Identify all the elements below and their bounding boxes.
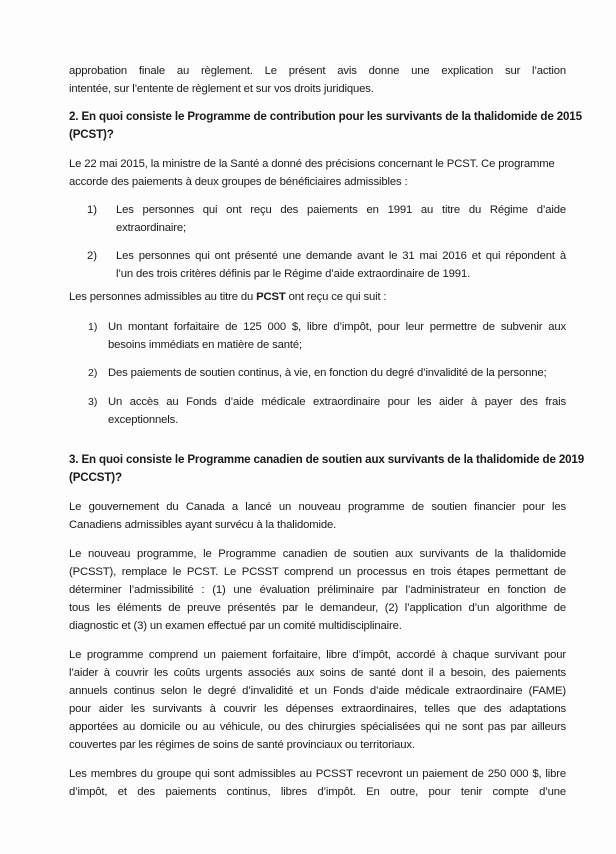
list-number: 2): [87, 250, 98, 262]
text-line: Des paiements de soutien continus, à vie, en fonction du degré d’invalidité de la personne;: [108, 367, 547, 379]
text-line: apportées au domicile ou au véhicule, ou des chirurgies spécialisées qui ne sont pas par ailleurs: [69, 721, 566, 733]
text-line: diagnostic et (3) un examen effectué par un comité multidisciplinaire.: [69, 620, 402, 632]
text-line: Un montant forfaitaire de 125 000 $, libre d’impôt, pour leur permettre de subvenir aux: [108, 321, 566, 333]
heading-line: 3. En quoi consiste le Programme canadien de soutien aux survivants de la thalidomide de 2019: [69, 453, 585, 466]
received-intro: [69, 290, 566, 304]
text-line: besoins immédiats en matière de santé;: [108, 339, 302, 351]
text-line: Le nouveau programme, le Programme canadien de soutien aux survivants de la thalidomide: [69, 548, 566, 560]
text-line: couvertes par les régimes de soins de santé provinciaux ou territoriaux.: [69, 739, 415, 751]
list-number: 1): [88, 321, 98, 333]
text-line: (PCSST), remplace le PCST. Le PCSST comprend un processus en trois étapes permettant de: [69, 566, 566, 578]
text-line: d’impôt, et des paiements continus, libres d’impôt. En outre, pour tenir compte d’une: [69, 786, 566, 798]
text-line: intentée, sur l’entente de règlement et sur vos droits juridiques.: [69, 83, 374, 95]
text-line: accorde des paiements à deux groupes de bénéficiaires admissibles :: [69, 176, 408, 188]
heading-line: (PCCST)?: [69, 471, 122, 484]
text-line: Le gouvernement du Canada a lancé un nouveau programme de soutien financier pour les: [69, 501, 566, 513]
heading-line: 2. En quoi consiste le Programme de contribution pour les survivants de la thalidomide de 2015: [69, 110, 582, 123]
text-line: Le programme comprend un paiement forfaitaire, libre d’impôt, accordé à chaque survivant pour: [69, 649, 566, 661]
list-number: 2): [88, 367, 98, 379]
text-line: Les personnes qui ont présenté une demande avant le 31 mai 2016 et qui répondent à: [116, 250, 566, 262]
text-line: Canadiens admissibles ayant survécu à la thalidomide.: [69, 519, 337, 531]
text-line: pour aider les survivants à couvrir les dépenses extraordinaires, telles que des adaptations: [69, 703, 566, 715]
text-line: Les personnes qui ont reçu des paiements en 1991 au titre du Régime d’aide: [116, 204, 566, 216]
list-number: 3): [88, 396, 98, 408]
list-number: 1): [87, 204, 98, 216]
text-line: Le 22 mai 2015, la ministre de la Santé a donné des précisions concernant le PCST. Ce programme: [69, 158, 555, 170]
heading-line: (PCST)?: [69, 128, 114, 141]
text-line: exceptionnels.: [108, 414, 179, 426]
text: ont reçu ce qui suit :: [285, 291, 387, 303]
text-line: approbation finale au règlement. Le présent avis donne une explication sur l’action: [69, 65, 566, 77]
text-line: tous les éléments de preuve présentés par le demandeur, (2) l’application d’un algorithme de: [69, 602, 566, 614]
text-line: annuels continus selon le degré d’invalidité et un Fonds d’aide médicale extraordinaire (FAME): [69, 685, 566, 697]
bold-text: PCST: [256, 291, 286, 303]
text-line: Un accès au Fonds d’aide médicale extraordinaire pour les aider à payer des frais: [108, 396, 566, 408]
text: Les personnes admissibles au titre du: [69, 291, 257, 303]
text-line: Les membres du groupe qui sont admissibles au PCSST recevront un paiement de 250 000 $, libre: [69, 768, 566, 780]
text-line: déterminer l’admissibilité : (1) une évaluation préliminaire par l’administrateur en fonction de: [69, 584, 566, 596]
text-line: l’un des trois critères définis par le Régime d’aide extraordinaire de 1991.: [116, 268, 471, 280]
text-line: l’aider à couvrir les coûts urgents associés aux soins de santé dont il a besoin, des paiements: [69, 667, 566, 679]
text-line: extraordinaire;: [116, 222, 186, 234]
